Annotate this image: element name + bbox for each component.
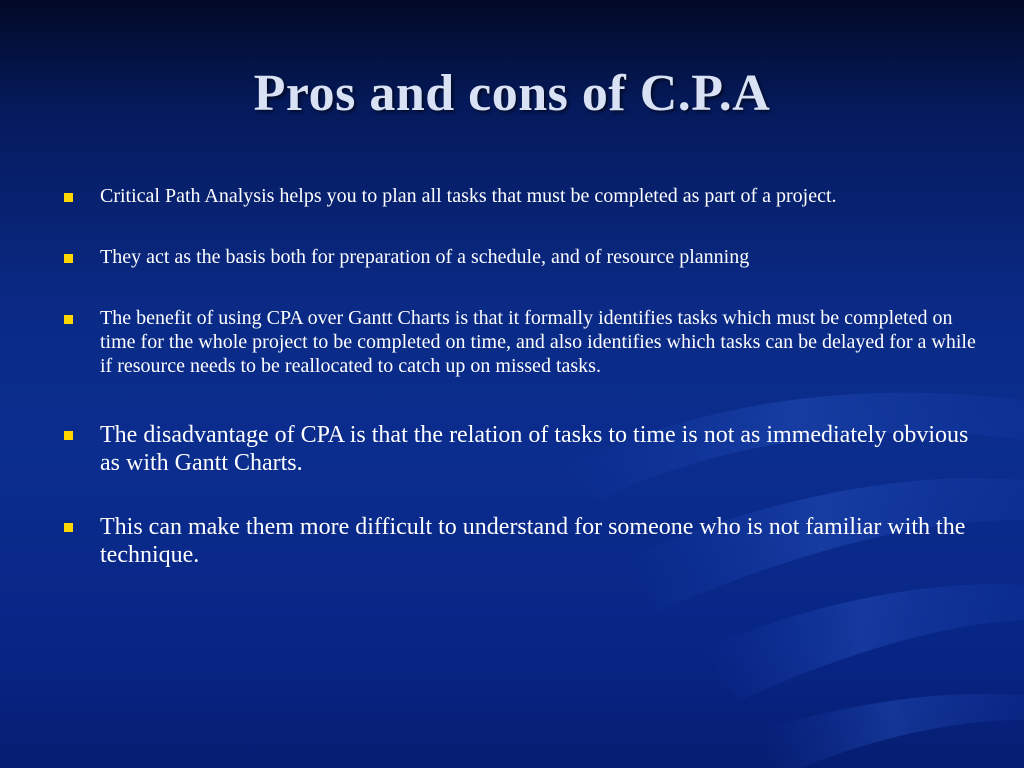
square-bullet-icon (64, 523, 73, 532)
list-item (60, 513, 980, 569)
square-bullet-icon (64, 254, 73, 263)
bullet-text: The benefit of using CPA over Gantt Charts is that it formally identifies tasks which must be completed on time for the whole project to be completed on time, and also identifies which tasks can be delayed for a while if resource needs to be reallocated to catch up on missed tasks. (100, 307, 976, 377)
square-bullet-icon (64, 315, 73, 324)
bullet-list (60, 184, 980, 569)
square-bullet-icon (64, 193, 73, 202)
list-item (60, 184, 980, 208)
square-bullet-icon (64, 431, 73, 440)
slide-title: Pros and cons of C.P.A (253, 65, 771, 122)
list-item (60, 306, 980, 378)
list-item (60, 421, 980, 477)
bullet-text: This can make them more difficult to understand for someone who is not familiar with the technique. (100, 514, 966, 568)
bullet-text: Critical Path Analysis helps you to plan all tasks that must be completed as part of a project. (100, 185, 837, 207)
bullet-text: The disadvantage of CPA is that the relation of tasks to time is not as immediately obvious as with Gantt Charts. (100, 422, 969, 476)
bullet-text: They act as the basis both for preparation of a schedule, and of resource planning (100, 246, 750, 268)
list-item (60, 245, 980, 269)
